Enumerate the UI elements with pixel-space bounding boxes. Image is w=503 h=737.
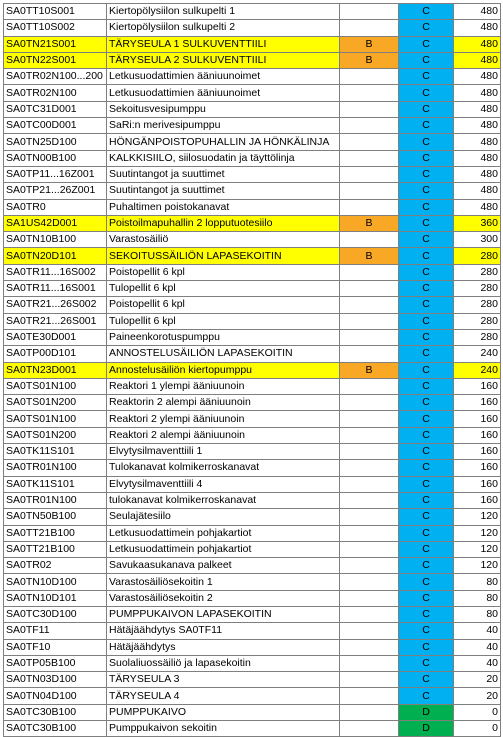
value-cell[interactable]: 20 xyxy=(454,688,501,704)
table-row xyxy=(4,655,501,671)
value-cell[interactable]: 160 xyxy=(454,492,501,508)
description-cell[interactable]: Suolaliuossäiliö ja lapasekoitin xyxy=(107,655,340,671)
group-cell[interactable] xyxy=(340,199,399,215)
description-cell[interactable]: Paineenkorotuspumppu xyxy=(107,329,340,345)
class-cell[interactable]: C xyxy=(399,20,454,36)
value-cell[interactable]: 480 xyxy=(454,36,501,52)
group-cell[interactable] xyxy=(340,101,399,117)
class-cell[interactable]: C xyxy=(399,281,454,297)
group-cell[interactable] xyxy=(340,150,399,166)
description-cell[interactable]: Kiertopölysiilon sulkupelti 1 xyxy=(107,4,340,20)
table-row xyxy=(4,199,501,215)
group-cell[interactable] xyxy=(340,118,399,134)
class-cell[interactable]: C xyxy=(399,232,454,248)
value-cell[interactable]: 480 xyxy=(454,20,501,36)
value-cell[interactable]: 0 xyxy=(454,704,501,720)
equipment-code-cell[interactable]: SA0TK11S101 xyxy=(4,444,107,460)
group-cell[interactable] xyxy=(340,688,399,704)
table-row xyxy=(4,248,501,264)
value-cell[interactable]: 160 xyxy=(454,395,501,411)
value-cell[interactable]: 280 xyxy=(454,313,501,329)
class-cell[interactable]: C xyxy=(399,395,454,411)
description-cell[interactable]: Reaktori 2 alempi ääniuunoin xyxy=(107,427,340,443)
table-row xyxy=(4,492,501,508)
class-cell[interactable]: C xyxy=(399,655,454,671)
group-cell[interactable] xyxy=(340,134,399,150)
class-cell[interactable]: C xyxy=(399,52,454,68)
class-cell[interactable]: C xyxy=(399,492,454,508)
class-cell[interactable]: C xyxy=(399,427,454,443)
value-cell[interactable]: 480 xyxy=(454,118,501,134)
equipment-code-cell[interactable]: SA0TN23D001 xyxy=(4,362,107,378)
class-cell[interactable]: C xyxy=(399,411,454,427)
value-cell[interactable]: 480 xyxy=(454,101,501,117)
value-cell[interactable]: 120 xyxy=(454,558,501,574)
equipment-code-cell[interactable]: SA0TN10D101 xyxy=(4,590,107,606)
equipment-code-cell[interactable]: SA0TC30D100 xyxy=(4,606,107,622)
group-cell[interactable] xyxy=(340,623,399,639)
table-row xyxy=(4,183,501,199)
group-cell[interactable]: B xyxy=(340,215,399,231)
description-cell[interactable]: Seulajätesiilo xyxy=(107,509,340,525)
description-cell[interactable]: Poistopellit 6 kpl xyxy=(107,297,340,313)
value-cell[interactable]: 480 xyxy=(454,199,501,215)
group-cell[interactable] xyxy=(340,411,399,427)
equipment-code-cell[interactable]: SA0TN20D101 xyxy=(4,248,107,264)
description-cell[interactable]: HÖNGÄNPOISTOPUHALLIN JA HÖNKÄLINJA xyxy=(107,134,340,150)
table-row xyxy=(4,411,501,427)
class-cell[interactable]: C xyxy=(399,460,454,476)
description-cell[interactable]: ANNOSTELUSÄILIÖN LAPASEKOITIN xyxy=(107,346,340,362)
group-cell[interactable] xyxy=(340,378,399,394)
class-cell[interactable]: C xyxy=(399,85,454,101)
table-row xyxy=(4,69,501,85)
table-row xyxy=(4,4,501,20)
table-row xyxy=(4,297,501,313)
description-cell[interactable]: Savukaasukanava palkeet xyxy=(107,558,340,574)
group-cell[interactable] xyxy=(340,329,399,345)
table-row xyxy=(4,574,501,590)
equipment-code-cell[interactable]: SA0TN50B100 xyxy=(4,509,107,525)
value-cell[interactable]: 480 xyxy=(454,134,501,150)
table-row xyxy=(4,444,501,460)
table-row xyxy=(4,704,501,720)
value-cell[interactable]: 160 xyxy=(454,411,501,427)
table-row xyxy=(4,281,501,297)
description-cell[interactable]: Pumppukaivon sekoitin xyxy=(107,721,340,737)
table-row xyxy=(4,85,501,101)
group-cell[interactable] xyxy=(340,297,399,313)
equipment-code-cell[interactable]: SA0TN21S001 xyxy=(4,36,107,52)
class-cell[interactable]: C xyxy=(399,558,454,574)
equipment-code-cell[interactable]: SA0TS01N200 xyxy=(4,395,107,411)
class-cell[interactable]: C xyxy=(399,150,454,166)
equipment-code-cell[interactable]: SA0TC00D001 xyxy=(4,118,107,134)
equipment-code-cell[interactable]: SA0TT21B100 xyxy=(4,541,107,557)
class-cell[interactable]: C xyxy=(399,362,454,378)
value-cell[interactable]: 80 xyxy=(454,606,501,622)
value-cell[interactable]: 0 xyxy=(454,721,501,737)
equipment-code-cell[interactable]: SA0TR11...16S002 xyxy=(4,264,107,280)
equipment-code-cell[interactable]: SA0TR02N100 xyxy=(4,85,107,101)
equipment-code-cell[interactable]: SA0TR21...26S002 xyxy=(4,297,107,313)
table-row xyxy=(4,134,501,150)
value-cell[interactable]: 280 xyxy=(454,264,501,280)
table-row xyxy=(4,150,501,166)
value-cell[interactable]: 480 xyxy=(454,52,501,68)
class-cell[interactable]: C xyxy=(399,444,454,460)
description-cell[interactable]: tulokanavat kolmikerroskanavat xyxy=(107,492,340,508)
class-cell[interactable]: C xyxy=(399,166,454,182)
description-cell[interactable]: Tulopellit 6 kpl xyxy=(107,281,340,297)
value-cell[interactable]: 160 xyxy=(454,460,501,476)
equipment-code-cell[interactable]: SA0TP11...16Z001 xyxy=(4,166,107,182)
class-cell[interactable]: C xyxy=(399,36,454,52)
class-cell[interactable]: C xyxy=(399,623,454,639)
value-cell[interactable]: 160 xyxy=(454,378,501,394)
table-row xyxy=(4,606,501,622)
group-cell[interactable]: B xyxy=(340,36,399,52)
table-row xyxy=(4,590,501,606)
equipment-code-cell[interactable]: SA0TC30B100 xyxy=(4,704,107,720)
description-cell[interactable]: Varastosäiliösekoitin 2 xyxy=(107,590,340,606)
equipment-code-cell[interactable]: SA0TN10B100 xyxy=(4,232,107,248)
class-cell[interactable]: C xyxy=(399,590,454,606)
description-cell[interactable]: Letkusuodattimien ääniuunoimet xyxy=(107,85,340,101)
class-cell[interactable]: C xyxy=(399,606,454,622)
description-cell[interactable]: Hätäjäähdytys xyxy=(107,639,340,655)
table-row xyxy=(4,688,501,704)
table-row xyxy=(4,264,501,280)
class-cell[interactable]: C xyxy=(399,346,454,362)
description-cell[interactable]: SaRi:n merivesipumppu xyxy=(107,118,340,134)
value-cell[interactable]: 480 xyxy=(454,183,501,199)
value-cell[interactable]: 280 xyxy=(454,297,501,313)
equipment-code-cell[interactable]: SA0TS01N100 xyxy=(4,378,107,394)
table-row xyxy=(4,346,501,362)
group-cell[interactable] xyxy=(340,558,399,574)
group-cell[interactable]: B xyxy=(340,248,399,264)
table-row xyxy=(4,639,501,655)
group-cell[interactable] xyxy=(340,4,399,20)
group-cell[interactable] xyxy=(340,655,399,671)
equipment-code-cell[interactable]: SA0TR21...26S001 xyxy=(4,313,107,329)
description-cell[interactable]: Annostelusäiliön kiertopumppu xyxy=(107,362,340,378)
class-cell[interactable]: C xyxy=(399,672,454,688)
table-row xyxy=(4,672,501,688)
class-cell[interactable]: D xyxy=(399,721,454,737)
class-cell[interactable]: D xyxy=(399,704,454,720)
description-cell[interactable]: Hätäjäähdytys SA0TF11 xyxy=(107,623,340,639)
value-cell[interactable]: 240 xyxy=(454,346,501,362)
equipment-code-cell[interactable]: SA0TP00D101 xyxy=(4,346,107,362)
value-cell[interactable]: 120 xyxy=(454,509,501,525)
equipment-code-cell[interactable]: SA0TK11S101 xyxy=(4,476,107,492)
class-cell[interactable]: C xyxy=(399,199,454,215)
description-cell[interactable]: TÄRYSEULA 1 SULKUVENTTIILI xyxy=(107,36,340,52)
equipment-code-cell[interactable]: SA0TR02 xyxy=(4,558,107,574)
description-cell[interactable]: KALKKISIILO, siilosuodatin ja täyttölinja xyxy=(107,150,340,166)
group-cell[interactable] xyxy=(340,20,399,36)
description-cell[interactable]: Elvytysilmaventtiili 4 xyxy=(107,476,340,492)
group-cell[interactable] xyxy=(340,346,399,362)
equipment-code-cell[interactable]: SA0TC30B100 xyxy=(4,721,107,737)
equipment-code-cell[interactable]: SA0TF10 xyxy=(4,639,107,655)
value-cell[interactable]: 480 xyxy=(454,69,501,85)
class-cell[interactable]: C xyxy=(399,525,454,541)
table-row xyxy=(4,313,501,329)
group-cell[interactable] xyxy=(340,639,399,655)
equipment-code-cell[interactable]: SA0TN25D100 xyxy=(4,134,107,150)
class-cell[interactable]: C xyxy=(399,134,454,150)
value-cell[interactable]: 160 xyxy=(454,427,501,443)
class-cell[interactable]: C xyxy=(399,248,454,264)
equipment-code-cell[interactable]: SA0TF11 xyxy=(4,623,107,639)
value-cell[interactable]: 160 xyxy=(454,476,501,492)
class-cell[interactable]: C xyxy=(399,639,454,655)
value-cell[interactable]: 360 xyxy=(454,215,501,231)
equipment-code-cell[interactable]: SA0TS01N100 xyxy=(4,411,107,427)
description-cell[interactable]: PUMPPUKAIVON LAPASEKOITIN xyxy=(107,606,340,622)
group-cell[interactable] xyxy=(340,427,399,443)
class-cell[interactable]: C xyxy=(399,4,454,20)
table-row xyxy=(4,427,501,443)
equipment-code-cell[interactable]: SA0TP05B100 xyxy=(4,655,107,671)
group-cell[interactable] xyxy=(340,166,399,182)
group-cell[interactable] xyxy=(340,444,399,460)
equipment-code-cell[interactable]: SA0TE30D001 xyxy=(4,329,107,345)
class-cell[interactable]: C xyxy=(399,313,454,329)
group-cell[interactable] xyxy=(340,476,399,492)
table-row xyxy=(4,36,501,52)
table-row xyxy=(4,460,501,476)
equipment-code-cell[interactable]: SA0TN03D100 xyxy=(4,672,107,688)
value-cell[interactable]: 40 xyxy=(454,623,501,639)
value-cell[interactable]: 80 xyxy=(454,590,501,606)
value-cell[interactable]: 20 xyxy=(454,672,501,688)
description-cell[interactable]: Tulokanavat kolmikerroskanavat xyxy=(107,460,340,476)
value-cell[interactable]: 480 xyxy=(454,85,501,101)
value-cell[interactable]: 280 xyxy=(454,281,501,297)
value-cell[interactable]: 40 xyxy=(454,639,501,655)
class-cell[interactable]: C xyxy=(399,509,454,525)
group-cell[interactable] xyxy=(340,606,399,622)
class-cell[interactable]: C xyxy=(399,574,454,590)
group-cell[interactable] xyxy=(340,590,399,606)
description-cell[interactable]: Tulopellit 6 kpl xyxy=(107,313,340,329)
table-row xyxy=(4,525,501,541)
equipment-code-cell[interactable]: SA0TP21...26Z001 xyxy=(4,183,107,199)
table-row xyxy=(4,509,501,525)
value-cell[interactable]: 480 xyxy=(454,166,501,182)
value-cell[interactable]: 300 xyxy=(454,232,501,248)
group-cell[interactable] xyxy=(340,541,399,557)
description-cell[interactable]: Poistopellit 6 kpl xyxy=(107,264,340,280)
table-row xyxy=(4,329,501,345)
description-cell[interactable]: Kiertopölysiilon sulkupelti 2 xyxy=(107,20,340,36)
class-cell[interactable]: C xyxy=(399,183,454,199)
group-cell[interactable] xyxy=(340,525,399,541)
spreadsheet-body xyxy=(4,4,501,737)
group-cell[interactable] xyxy=(340,85,399,101)
table-row xyxy=(4,101,501,117)
table-row xyxy=(4,20,501,36)
description-cell[interactable]: Reaktorin 2 alempi ääniuunoin xyxy=(107,395,340,411)
value-cell[interactable]: 80 xyxy=(454,574,501,590)
equipment-code-cell[interactable]: SA0TC31D001 xyxy=(4,101,107,117)
group-cell[interactable] xyxy=(340,183,399,199)
table-row xyxy=(4,541,501,557)
table-row xyxy=(4,362,501,378)
description-cell[interactable]: Letkusuodattimein pohjakartiot xyxy=(107,541,340,557)
class-cell[interactable]: C xyxy=(399,215,454,231)
class-cell[interactable]: C xyxy=(399,118,454,134)
equipment-code-cell[interactable]: SA0TR01N100 xyxy=(4,460,107,476)
group-cell[interactable]: B xyxy=(340,362,399,378)
group-cell[interactable] xyxy=(340,313,399,329)
class-cell[interactable]: C xyxy=(399,297,454,313)
value-cell[interactable]: 120 xyxy=(454,541,501,557)
equipment-code-cell[interactable]: SA0TN00B100 xyxy=(4,150,107,166)
table-row xyxy=(4,623,501,639)
table-row xyxy=(4,395,501,411)
description-cell[interactable]: TÄRYSEULA 2 SULKUVENTTIILI xyxy=(107,52,340,68)
class-cell[interactable]: C xyxy=(399,688,454,704)
group-cell[interactable] xyxy=(340,509,399,525)
equipment-code-cell[interactable]: SA0TT10S002 xyxy=(4,20,107,36)
table-row xyxy=(4,215,501,231)
value-cell[interactable]: 240 xyxy=(454,362,501,378)
group-cell[interactable] xyxy=(340,460,399,476)
group-cell[interactable]: B xyxy=(340,52,399,68)
class-cell[interactable]: C xyxy=(399,329,454,345)
table-row xyxy=(4,232,501,248)
equipment-code-cell[interactable]: SA0TN22S001 xyxy=(4,52,107,68)
group-cell[interactable] xyxy=(340,574,399,590)
value-cell[interactable]: 160 xyxy=(454,444,501,460)
description-cell[interactable]: Puhaltimen poistokanavat xyxy=(107,199,340,215)
group-cell[interactable] xyxy=(340,69,399,85)
description-cell[interactable]: Suutintangot ja suuttimet xyxy=(107,166,340,182)
group-cell[interactable] xyxy=(340,492,399,508)
group-cell[interactable] xyxy=(340,672,399,688)
description-cell[interactable]: TÄRYSEULA 3 xyxy=(107,672,340,688)
class-cell[interactable]: C xyxy=(399,101,454,117)
equipment-code-cell[interactable]: SA0TT10S001 xyxy=(4,4,107,20)
value-cell[interactable]: 280 xyxy=(454,329,501,345)
description-cell[interactable]: Varastosäiliö xyxy=(107,232,340,248)
equipment-code-cell[interactable]: SA0TN04D100 xyxy=(4,688,107,704)
equipment-code-cell[interactable]: SA0TS01N200 xyxy=(4,427,107,443)
table-row xyxy=(4,166,501,182)
value-cell[interactable]: 120 xyxy=(454,525,501,541)
equipment-code-cell[interactable]: SA0TN10D100 xyxy=(4,574,107,590)
table-row xyxy=(4,721,501,737)
group-cell[interactable] xyxy=(340,704,399,720)
equipment-code-cell[interactable]: SA0TR02N100...200 xyxy=(4,69,107,85)
equipment-code-cell[interactable]: SA1US42D001 xyxy=(4,215,107,231)
description-cell[interactable]: Poistoilmapuhallin 2 lopputuotesiilo xyxy=(107,215,340,231)
description-cell[interactable]: TÄRYSEULA 4 xyxy=(107,688,340,704)
description-cell[interactable]: Varastosäiliösekoitin 1 xyxy=(107,574,340,590)
description-cell[interactable]: Reaktori 2 ylempi ääniuunoin xyxy=(107,411,340,427)
group-cell[interactable] xyxy=(340,395,399,411)
table-row xyxy=(4,378,501,394)
table-row xyxy=(4,476,501,492)
description-cell[interactable]: Elvytysilmaventtiili 1 xyxy=(107,444,340,460)
description-cell[interactable]: Suutintangot ja suuttimet xyxy=(107,183,340,199)
description-cell[interactable]: SEKOITUSSÄILIÖN LAPASEKOITIN xyxy=(107,248,340,264)
description-cell[interactable]: PUMPPUKAIVO xyxy=(107,704,340,720)
group-cell[interactable] xyxy=(340,264,399,280)
description-cell[interactable]: Reaktori 1 ylempi ääniuunoin xyxy=(107,378,340,394)
class-cell[interactable]: C xyxy=(399,378,454,394)
class-cell[interactable]: C xyxy=(399,476,454,492)
group-cell[interactable] xyxy=(340,232,399,248)
description-cell[interactable]: Sekoitusvesipumppu xyxy=(107,101,340,117)
equipment-code-cell[interactable]: SA0TR0 xyxy=(4,199,107,215)
class-cell[interactable]: C xyxy=(399,69,454,85)
table-row xyxy=(4,558,501,574)
equipment-code-cell[interactable]: SA0TR11...16S001 xyxy=(4,281,107,297)
description-cell[interactable]: Letkusuodattimein pohjakartiot xyxy=(107,525,340,541)
equipment-code-cell[interactable]: SA0TR01N100 xyxy=(4,492,107,508)
equipment-code-cell[interactable]: SA0TT21B100 xyxy=(4,525,107,541)
value-cell[interactable]: 280 xyxy=(454,248,501,264)
class-cell[interactable]: C xyxy=(399,541,454,557)
table-row xyxy=(4,52,501,68)
group-cell[interactable] xyxy=(340,281,399,297)
value-cell[interactable]: 480 xyxy=(454,150,501,166)
description-cell[interactable]: Letkusuodattimien ääniuunoimet xyxy=(107,69,340,85)
spreadsheet-table xyxy=(3,3,501,737)
value-cell[interactable]: 480 xyxy=(454,4,501,20)
class-cell[interactable]: C xyxy=(399,264,454,280)
value-cell[interactable]: 40 xyxy=(454,655,501,671)
table-row xyxy=(4,118,501,134)
group-cell[interactable] xyxy=(340,721,399,737)
